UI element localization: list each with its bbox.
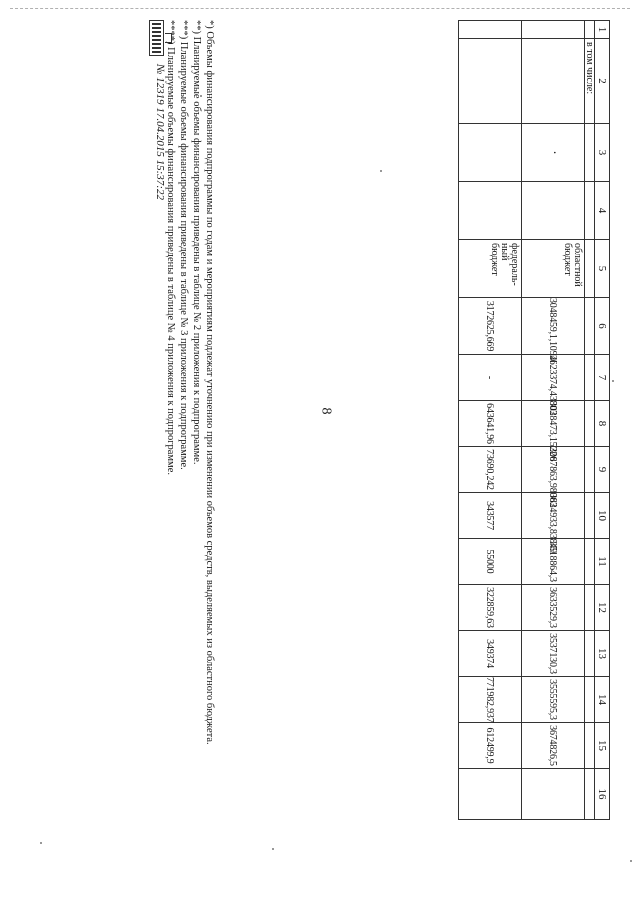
value-cell: 322859,63 <box>459 585 522 631</box>
table-row-incl <box>585 21 595 820</box>
col-header: 16 <box>595 769 610 820</box>
value-cell: 612499,9 <box>459 723 522 769</box>
footnote: *) Объемы финансирования подпрограммы по годам и мероприятиям подлежат уточнению при изменении объемов средств, выделяемых из областного бюджета. <box>204 20 215 745</box>
value-cell: 3048459,1,1094l <box>522 298 585 355</box>
col-header: 9 <box>595 447 610 493</box>
col-header: 14 <box>595 677 610 723</box>
value-cell: 73690,242 <box>459 447 522 493</box>
incl-label: в том числе: <box>585 39 595 124</box>
value-cell: 3172625,669 <box>459 298 522 355</box>
scan-speck <box>40 842 42 844</box>
scan-speck <box>612 380 614 382</box>
col-header: 10 <box>595 493 610 539</box>
table-row-regional: · областной бюджет 3048459,1,1094l 2623374,43803 3028473,15226 3087863,98063 3824933,83849 3518864,3 3633529,3 3537130,3 3555595,3 3674826,5 <box>522 21 585 820</box>
col-header: 2 <box>595 39 610 124</box>
col-header: 11 <box>595 539 610 585</box>
footnote: **) Планируемые объемы финансирования приведены в таблице № 2 приложения к подпрограмме. <box>191 20 202 465</box>
value-cell: 3518864,3 <box>522 539 585 585</box>
value-cell: 3633529,3 <box>522 585 585 631</box>
value-cell: 3537130,3 <box>522 631 585 677</box>
value-cell: - <box>459 355 522 401</box>
value-cell: 3674826,5 <box>522 723 585 769</box>
footnote: ***) Планируемые объемы финансирования приведены в таблице № 3 приложения к подпрограмме. <box>178 20 189 470</box>
value-cell: 771982,937 <box>459 677 522 723</box>
barcode-icon <box>149 20 164 56</box>
col-header: 12 <box>595 585 610 631</box>
col-header: 5 <box>595 240 610 298</box>
budget-label: областной бюджет <box>522 240 585 298</box>
value-cell: 343577 <box>459 493 522 539</box>
value-cell: 349374 <box>459 631 522 677</box>
scan-speck <box>630 860 632 862</box>
rotated-page <box>30 20 610 800</box>
col-header: 3 <box>595 124 610 182</box>
table-header-row <box>595 21 610 820</box>
page-number: 8 <box>318 407 334 415</box>
footnote: ****) Планируемые объемы финансирования приведены в таблице № 4 приложения к подпрограмме. <box>165 20 176 475</box>
col-header: 7 <box>595 355 610 401</box>
col-header: 13 <box>595 631 610 677</box>
col-header: 6 <box>595 298 610 355</box>
value-cell: 55000 <box>459 539 522 585</box>
value-cell: 643641,96 <box>459 401 522 447</box>
building-icon <box>165 33 172 43</box>
registration-stamp <box>136 20 176 520</box>
stamp-text: № 12319 17.04.2015 15:37:22 <box>154 64 166 200</box>
budget-label: федераль-ный бюджет <box>459 240 522 298</box>
col-header: 1 <box>595 21 610 39</box>
table-row-federal <box>459 21 522 820</box>
scan-top-edge <box>10 8 630 9</box>
value-cell: 3555595,3 <box>522 677 585 723</box>
value-cell: 2623374,43803 <box>522 355 585 401</box>
col-header: 8 <box>595 401 610 447</box>
value-cell: 3087863,98063 <box>522 447 585 493</box>
scan-speck <box>272 848 274 850</box>
col-header: 4 <box>595 182 610 240</box>
value-cell: 3028473,15226 <box>522 401 585 447</box>
financing-table <box>458 20 610 820</box>
col-header: 15 <box>595 723 610 769</box>
value-cell: 3824933,83849 <box>522 493 585 539</box>
